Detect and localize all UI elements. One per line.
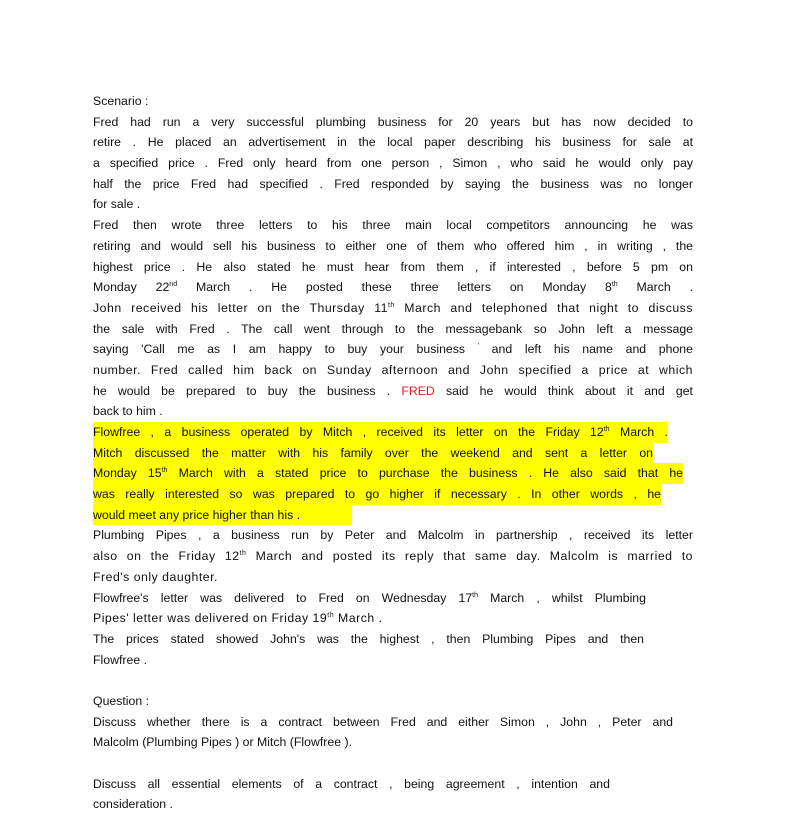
red-text-fred: FRED: [401, 383, 435, 398]
question-line: Malcolm (Plumbing Pipes ) or Mitch (Flowfree ).: [93, 735, 352, 750]
ordinal-suffix: th: [239, 550, 247, 558]
quote-mark: ': [477, 343, 480, 351]
ordinal-suffix: th: [611, 281, 618, 289]
highlighted-line: was really interested so was prepared to go higher if necessary . In other words , he: [93, 484, 661, 505]
scenario-line: [93, 381, 693, 402]
highlighted-line: would meet any price higher than his .: [93, 505, 352, 526]
scenario-line: Fred then wrote three letters to his three main local competitors announcing he was: [93, 218, 693, 233]
scenario-line: [93, 277, 693, 298]
text-run: March .: [334, 611, 383, 626]
text-run: March and telephoned that night to discuss: [394, 300, 693, 315]
text-run: Flowfree , a business operated by Mitch , received its letter on the Friday 12: [93, 425, 604, 439]
scenario-line: retiring and would sell his business to either one of them who offered him , in writing , the: [93, 238, 693, 253]
document-page: [93, 91, 693, 815]
scenario-line: half the price Fred had specified . Fred responded by saying the business was no longer: [93, 176, 693, 191]
text-run: Monday 15: [93, 466, 162, 481]
paragraph-line: [93, 608, 693, 629]
scenario-line: the sale with Fred . The call went through to the messagebank so John left a message: [93, 321, 693, 336]
text-run: said he would think about it and get: [434, 383, 693, 398]
highlighted-line: Mitch discussed the matter with his family over the weekend and sent a letter on: [93, 443, 653, 464]
paragraph-line: [93, 588, 646, 609]
text-run: March .: [617, 280, 693, 295]
ordinal-suffix: nd: [169, 281, 178, 289]
paragraph-line: Flowfree .: [93, 652, 147, 667]
text-run: March .: [609, 425, 668, 439]
text-run: March , whilst Plumbing: [478, 590, 646, 605]
paragraph-line: Fred's only daughter.: [93, 569, 218, 584]
text-run: John received his letter on the Thursday 11: [93, 300, 388, 315]
paragraph-line: [93, 546, 693, 567]
highlighted-line: [93, 422, 668, 443]
scenario-line: [93, 298, 693, 319]
question-heading: Question :: [93, 693, 150, 708]
question-line: Discuss all essential elements of a contract , being agreement , intention and: [93, 776, 610, 791]
ordinal-suffix: th: [603, 426, 610, 433]
text-run: Monday 22: [93, 280, 170, 295]
text-run: Pipes' letter was delivered on Friday 19: [93, 611, 328, 626]
scenario-line: back to him .: [93, 404, 163, 419]
spacer: [93, 670, 693, 691]
scenario-heading: Scenario :: [93, 94, 149, 108]
scenario-line: a specified price . Fred only heard from one person , Simon , who said he would only pay: [93, 156, 693, 171]
text-run: he would be prepared to buy the business .: [93, 383, 402, 398]
ordinal-suffix: th: [472, 591, 478, 599]
text-run: and left his name and phone: [479, 342, 693, 357]
ordinal-suffix: th: [387, 301, 395, 309]
scenario-line: number. Fred called him back on Sunday afternoon and John specified a price at which: [93, 362, 693, 377]
text-run: March and posted its reply that same day. Malcolm is married to: [246, 549, 693, 564]
spacer: [93, 753, 693, 774]
scenario-line: [93, 339, 693, 360]
text-run: March with a stated price to purchase the business . He also said that he: [167, 466, 683, 481]
text-run: saying 'Call me as I am happy to buy your business: [93, 342, 478, 357]
scenario-line: retire . He placed an advertisement in the local paper describing his business for sale at: [93, 135, 693, 150]
scenario-line: highest price . He also stated he must hear from them , if interested , before 5 pm on: [93, 259, 693, 274]
question-line: Discuss whether there is a contract between Fred and either Simon , John , Peter and: [93, 714, 673, 729]
scenario-line: Fred had run a very successful plumbing business for 20 years but has now decided to: [93, 114, 693, 129]
paragraph-line: Plumbing Pipes , a business run by Peter and Malcolm in partnership , received its letter: [93, 528, 693, 543]
text-run: Flowfree's letter was delivered to Fred on Wednesday 17: [93, 590, 473, 605]
scenario-line: for sale .: [93, 197, 141, 212]
ordinal-suffix: th: [327, 612, 335, 620]
text-run: March . He posted these three letters on Monday 8: [177, 280, 612, 295]
highlighted-line: [93, 463, 683, 484]
ordinal-suffix: th: [161, 467, 168, 475]
paragraph-line: The prices stated showed John's was the highest , then Plumbing Pipes and then: [93, 631, 644, 646]
text-run: also on the Friday 12: [93, 549, 240, 564]
question-line: consideration .: [93, 797, 173, 812]
